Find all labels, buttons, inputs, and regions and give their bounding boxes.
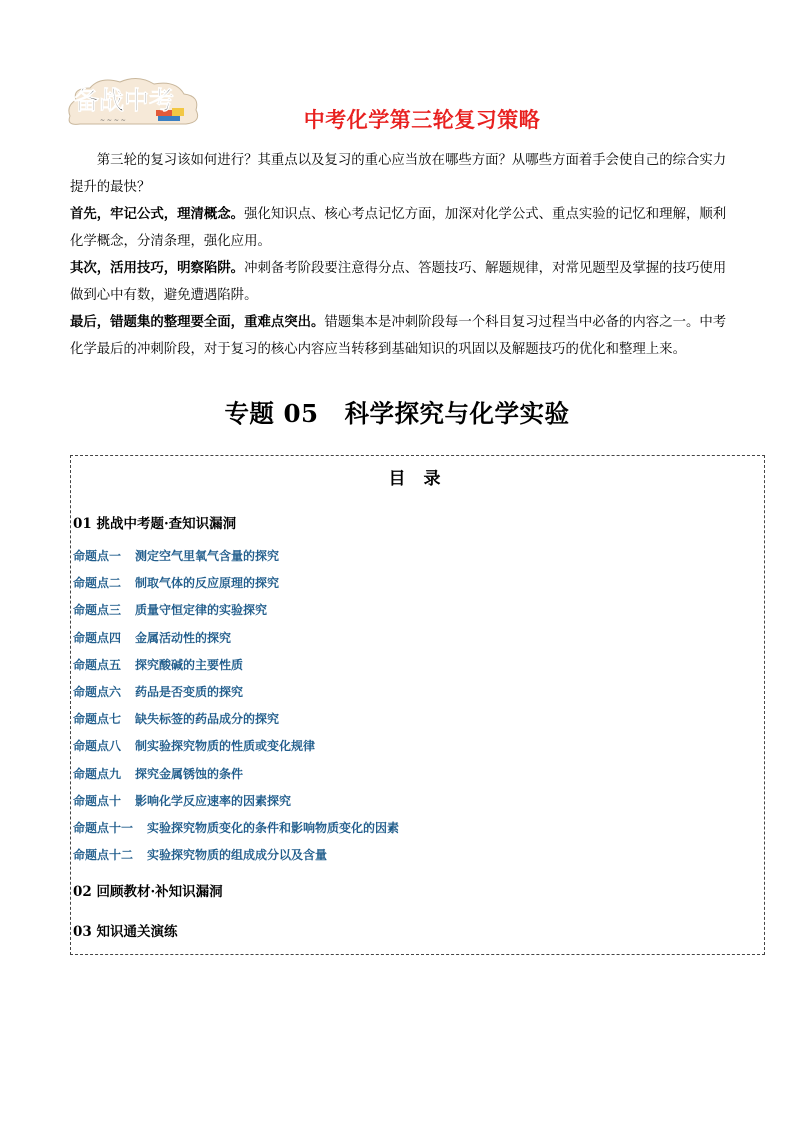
topic-number: 专题 05 <box>224 399 319 428</box>
logo-text: 备战中考 <box>74 86 175 115</box>
toc-item-list <box>73 546 399 872</box>
strategy-3-lead: 最后，错题集的整理要全面，重难点突出。 <box>70 314 325 330</box>
toc-section-2[interactable]: 02 回顾教材·补知识漏洞 <box>73 884 223 900</box>
table-of-contents <box>70 455 765 955</box>
toc-item[interactable]: 命题点八 制实验探究物质的性质或变化规律 <box>73 739 316 754</box>
intro-paragraph-2 <box>70 201 738 255</box>
intro-paragraph-3 <box>70 255 738 309</box>
strategy-1-lead: 首先，牢记公式，理清概念。 <box>70 206 245 222</box>
toc-heading: 目 录 <box>388 469 447 489</box>
topic-name: 科学探究与化学实验 <box>344 399 570 428</box>
svg-text:~ ~ ~ ~: ~ ~ ~ ~ <box>100 117 126 124</box>
toc-item[interactable]: 命题点五 探究酸碱的主要性质 <box>73 657 244 672</box>
strategy-1-body: 强化知识点、核心考点记忆方面，加深对化学公式、重点实验的记忆和理解，顺利化学概念，分清条理，强化应用。 <box>70 207 727 249</box>
strategy-2-body: 冲刺备考阶段要注意得分点、答题技巧、解题规律，对常见题型及掌握的技巧使用做到心中有数，避免遭遇陷阱。 <box>70 261 727 303</box>
toc-item[interactable]: 命题点一 测定空气里氧气含量的探究 <box>73 549 280 563</box>
intro-paragraph-1: 第三轮的复习该如何进行？其重点以及复习的重心应当放在哪些方面？从哪些方面着手会使自己的综合实力提升的最快？ <box>70 153 727 195</box>
toc-item[interactable]: 命题点三 质量守恒定律的实验探究 <box>73 603 268 618</box>
toc-item[interactable]: 命题点十一 实验探究物质变化的条件和影响物质变化的因素 <box>73 820 400 835</box>
toc-item[interactable]: 命题点十二 实验探究物质的组成成分以及含量 <box>73 848 328 863</box>
toc-item[interactable]: 命题点九 探究金属锈蚀的条件 <box>73 766 244 781</box>
toc-item[interactable]: 命题点七 缺失标签的药品成分的探究 <box>73 712 280 727</box>
toc-item[interactable]: 命题点四 金属活动性的探究 <box>73 630 232 645</box>
intro-paragraph-4 <box>70 309 738 363</box>
topic-title <box>0 395 794 430</box>
strategy-2-lead: 其次，活用技巧，明察陷阱。 <box>70 260 245 276</box>
toc-item[interactable]: 命题点十 影响化学反应速率的因素探究 <box>73 793 292 808</box>
toc-section-1[interactable]: 01 挑战中考题·查知识漏洞 <box>73 516 237 532</box>
page-title: 中考化学第三轮复习策略 <box>303 108 541 132</box>
strategy-3-body: 错题集本是冲刺阶段每一个科目复习过程当中必备的内容之一。中考化学最后的冲刺阶段，对于复习的核心内容应当转移到基础知识的巩固以及解题技巧的优化和整理上来。 <box>70 315 727 357</box>
toc-item[interactable]: 命题点六 药品是否变质的探究 <box>73 684 244 699</box>
toc-section-3[interactable]: 03 知识通关演练 <box>73 924 178 940</box>
intro-section <box>70 148 738 363</box>
toc-item[interactable]: 命题点二 制取气体的反应原理的探究 <box>73 576 280 591</box>
